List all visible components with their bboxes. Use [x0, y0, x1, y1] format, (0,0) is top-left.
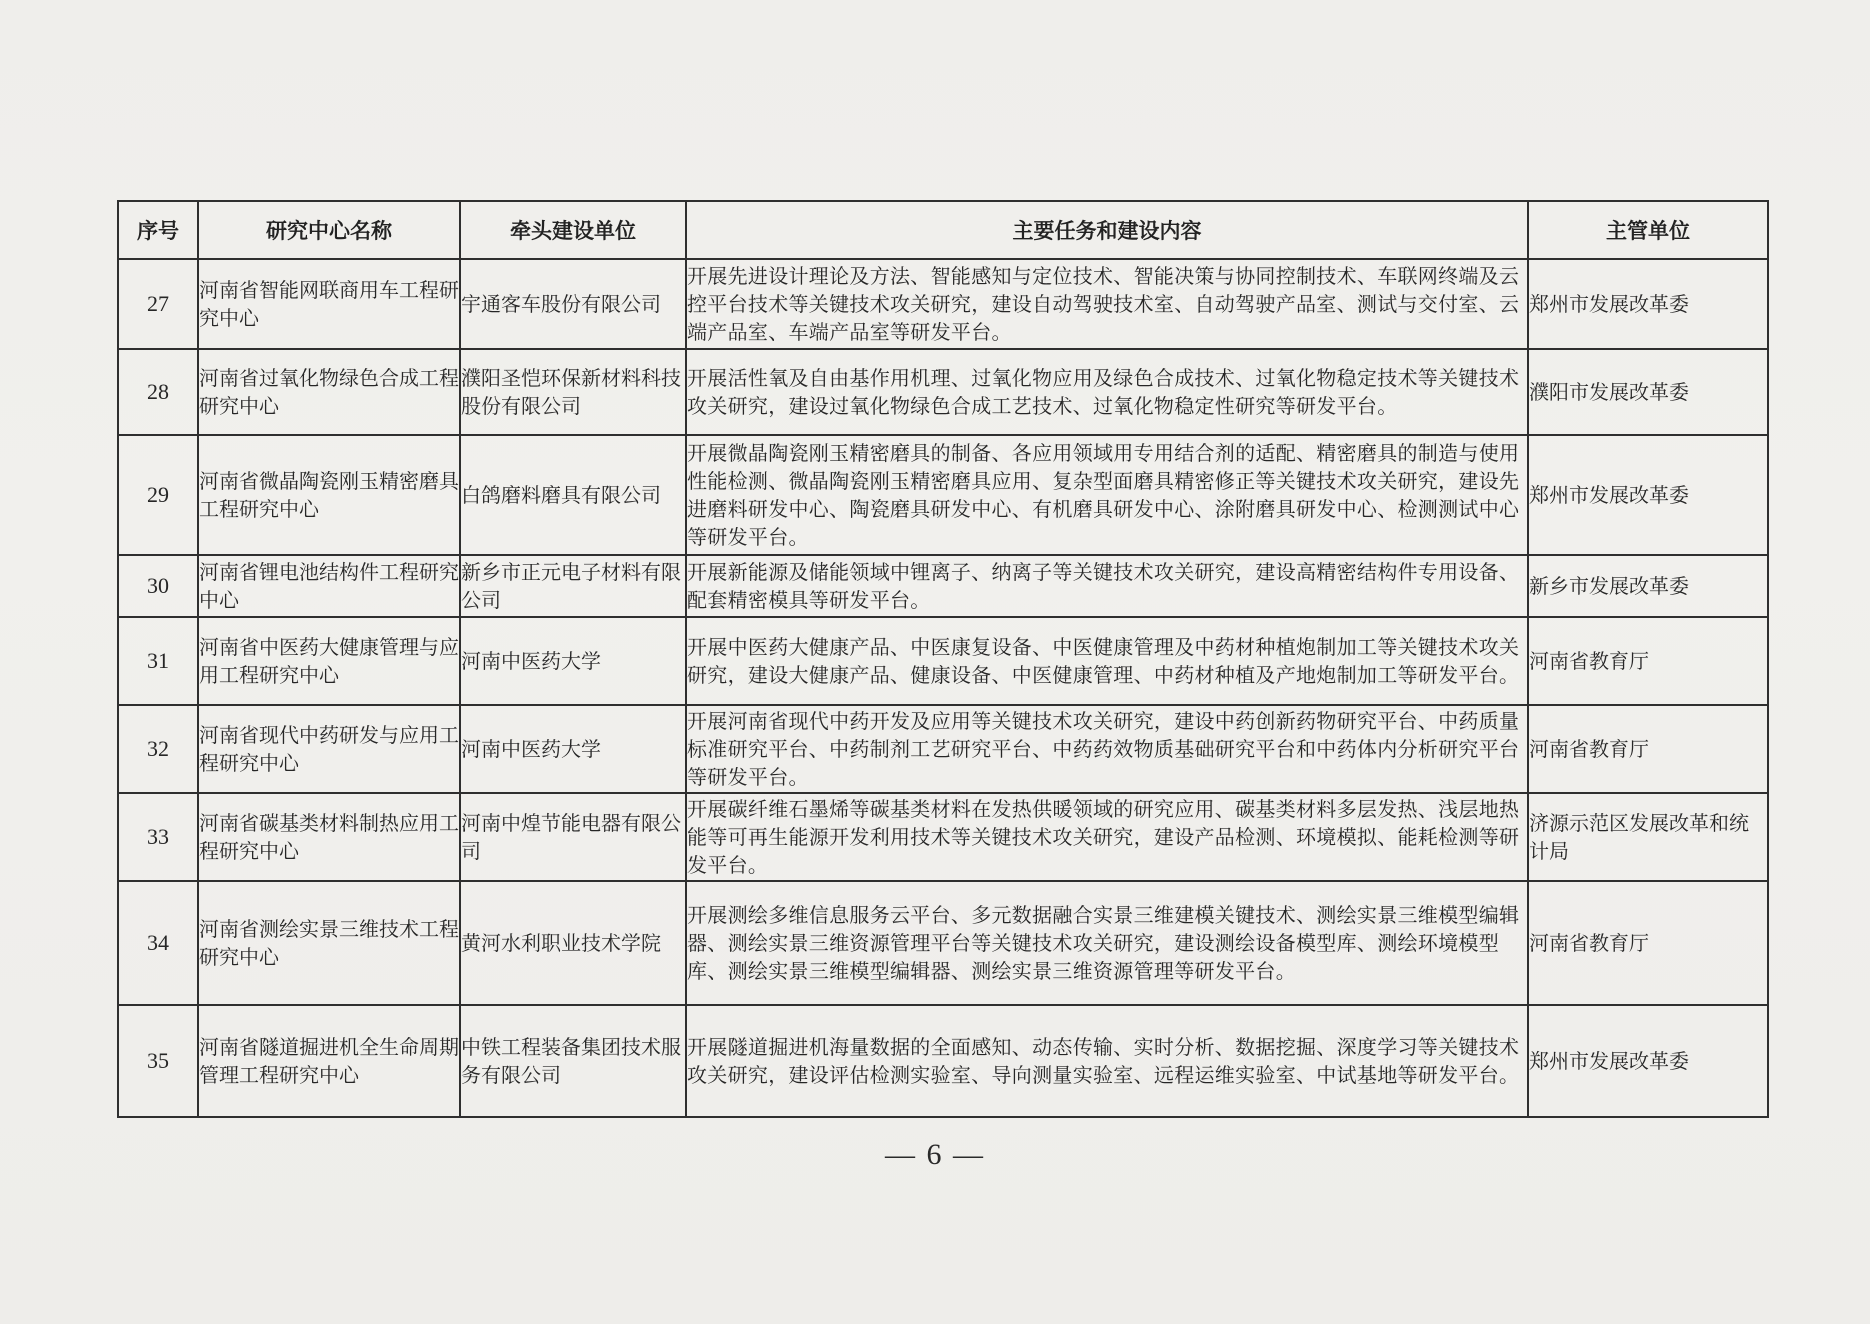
row-unit: 宇通客车股份有限公司	[460, 259, 686, 349]
table-row	[118, 705, 1768, 793]
row-content: 开展活性氧及自由基作用机理、过氧化物应用及绿色合成技术、过氧化物稳定技术等关键技术攻关研究，建设过氧化物绿色合成工艺技术、过氧化物稳定性研究等研发平台。	[686, 349, 1528, 435]
row-unit: 河南中煌节能电器有限公司	[460, 793, 686, 881]
row-content: 开展微晶陶瓷刚玉精密磨具的制备、各应用领域用专用结合剂的适配、精密磨具的制造与使用性能检测、微晶陶瓷刚玉精密磨具应用、复杂型面磨具精密修正等关键技术攻关研究，建设先进磨料研发中心、陶瓷磨具研发中心、有机磨具研发中心、涂附磨具研发中心、检测测试中心等研发平台。	[686, 435, 1528, 555]
table-row	[118, 881, 1768, 1005]
row-dept: 濮阳市发展改革委	[1528, 349, 1768, 435]
row-dept: 郑州市发展改革委	[1528, 435, 1768, 555]
row-no: 33	[118, 793, 198, 881]
row-dept: 河南省教育厅	[1528, 705, 1768, 793]
header-content: 主要任务和建设内容	[686, 201, 1528, 259]
row-name: 河南省中医药大健康管理与应用工程研究中心	[198, 617, 460, 705]
row-content: 开展碳纤维石墨烯等碳基类材料在发热供暖领域的研究应用、碳基类材料多层发热、浅层地热能等可再生能源开发利用技术等关键技术攻关研究，建设产品检测、环境模拟、能耗检测等研发平台。	[686, 793, 1528, 881]
row-unit: 新乡市正元电子材料有限公司	[460, 555, 686, 617]
row-dept: 新乡市发展改革委	[1528, 555, 1768, 617]
table-row	[118, 793, 1768, 881]
research-center-table	[117, 200, 1769, 1118]
row-name: 河南省锂电池结构件工程研究中心	[198, 555, 460, 617]
row-dept: 河南省教育厅	[1528, 881, 1768, 1005]
row-unit: 白鸽磨料磨具有限公司	[460, 435, 686, 555]
row-content: 开展中医药大健康产品、中医康复设备、中医健康管理及中药材种植炮制加工等关键技术攻关研究，建设大健康产品、健康设备、中医健康管理、中药材种植及产地炮制加工等研发平台。	[686, 617, 1528, 705]
table-row	[118, 349, 1768, 435]
row-unit: 黄河水利职业技术学院	[460, 881, 686, 1005]
row-no: 31	[118, 617, 198, 705]
table-row	[118, 259, 1768, 349]
table-row	[118, 435, 1768, 555]
row-name: 河南省微晶陶瓷刚玉精密磨具工程研究中心	[198, 435, 460, 555]
row-content: 开展河南省现代中药开发及应用等关键技术攻关研究，建设中药创新药物研究平台、中药质量标准研究平台、中药制剂工艺研究平台、中药药效物质基础研究平台和中药体内分析研究平台等研发平台。	[686, 705, 1528, 793]
page-number: — 6 —	[885, 1138, 985, 1171]
row-content: 开展新能源及储能领域中锂离子、纳离子等关键技术攻关研究，建设高精密结构件专用设备、配套精密模具等研发平台。	[686, 555, 1528, 617]
row-name: 河南省现代中药研发与应用工程研究中心	[198, 705, 460, 793]
row-unit: 中铁工程装备集团技术服务有限公司	[460, 1005, 686, 1117]
row-no: 34	[118, 881, 198, 1005]
row-no: 32	[118, 705, 198, 793]
table-row	[118, 1005, 1768, 1117]
header-name: 研究中心名称	[198, 201, 460, 259]
row-dept: 郑州市发展改革委	[1528, 1005, 1768, 1117]
row-unit: 河南中医药大学	[460, 705, 686, 793]
row-no: 29	[118, 435, 198, 555]
header-dept: 主管单位	[1528, 201, 1768, 259]
header-unit: 牵头建设单位	[460, 201, 686, 259]
row-name: 河南省碳基类材料制热应用工程研究中心	[198, 793, 460, 881]
row-unit: 濮阳圣恺环保新材料科技股份有限公司	[460, 349, 686, 435]
row-content: 开展隧道掘进机海量数据的全面感知、动态传输、实时分析、数据挖掘、深度学习等关键技术攻关研究，建设评估检测实验室、导向测量实验室、远程运维实验室、中试基地等研发平台。	[686, 1005, 1528, 1117]
header-row	[118, 201, 1768, 259]
row-dept: 济源示范区发展改革和统计局	[1528, 793, 1768, 881]
table-row	[118, 617, 1768, 705]
row-name: 河南省测绘实景三维技术工程研究中心	[198, 881, 460, 1005]
row-no: 30	[118, 555, 198, 617]
row-no: 27	[118, 259, 198, 349]
row-name: 河南省过氧化物绿色合成工程研究中心	[198, 349, 460, 435]
row-unit: 河南中医药大学	[460, 617, 686, 705]
row-dept: 郑州市发展改革委	[1528, 259, 1768, 349]
row-no: 35	[118, 1005, 198, 1117]
row-name: 河南省智能网联商用车工程研究中心	[198, 259, 460, 349]
header-no: 序号	[118, 201, 198, 259]
table-row	[118, 555, 1768, 617]
row-no: 28	[118, 349, 198, 435]
row-dept: 河南省教育厅	[1528, 617, 1768, 705]
table-container	[117, 200, 1767, 1118]
row-content: 开展测绘多维信息服务云平台、多元数据融合实景三维建模关键技术、测绘实景三维模型编辑器、测绘实景三维资源管理平台等关键技术攻关研究，建设测绘设备模型库、测绘环境模型库、测绘实景三维模型编辑器、测绘实景三维资源管理等研发平台。	[686, 881, 1528, 1005]
row-content: 开展先进设计理论及方法、智能感知与定位技术、智能决策与协同控制技术、车联网终端及云控平台技术等关键技术攻关研究，建设自动驾驶技术室、自动驾驶产品室、测试与交付室、云端产品室、车端产品室等研发平台。	[686, 259, 1528, 349]
row-name: 河南省隧道掘进机全生命周期管理工程研究中心	[198, 1005, 460, 1117]
